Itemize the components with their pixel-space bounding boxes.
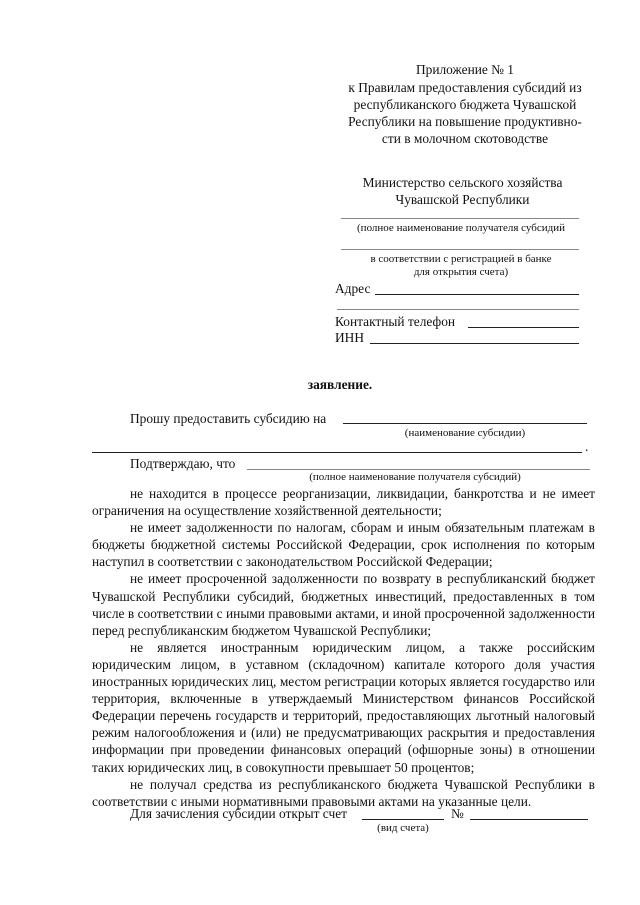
bank-caption (336, 253, 586, 279)
address-field-line-2[interactable] (337, 309, 579, 310)
phone-label: Контактный телефон (335, 314, 456, 329)
appendix-line-2: республиканского бюджета Чувашской (353, 97, 577, 112)
account-type-caption: (вид счета) (377, 822, 429, 834)
address-label: Адрес (335, 281, 371, 296)
phone-field-line[interactable] (468, 327, 579, 328)
appendix-title: Приложение № 1 (415, 62, 515, 77)
request-text: Прошу предоставить субсидию на (130, 411, 327, 426)
confirm-caption: (полное наименование получателя субсидий) (309, 471, 521, 483)
appendix-line-3: Республики на повышение продуктивно- (348, 114, 582, 129)
confirmation-paragraph: не является иностранным юридическим лицом, а также российским юридическим лицом, в уставном (складочном) капитале которого доля участия иностранных юридических лиц, местом регистрации которых является государство или территория, включенные в утверждаемый Министерством финансов Российской Федерации перечень государств и территорий, предоставляющих льготный налоговый режим налогообложения и (или) не предусматривающих раскрытия и предоставления информации при проведении финансовых операций (офшорные зоны) в отношении таких юридических лиц, в совокупности превышает 50 процентов; (92, 639, 595, 775)
addressee-line-1: Министерство сельского хозяйства (362, 175, 563, 190)
account-number-sign: № (451, 806, 464, 821)
addressee-block (335, 174, 590, 208)
recipient-caption: (полное наименование получателя субсидий (357, 222, 565, 234)
subsidy-name-line-2[interactable] (92, 452, 582, 453)
confirmation-paragraph: не имеет просроченной задолженности по возврату в республиканский бюджет Чувашской Республики субсидий, бюджетных инвестиций, предоставленных в том числе в соответствии с иными правовыми актами, и иной просроченной задолженности перед республиканским бюджетом Чувашской Республики; (92, 571, 595, 638)
confirmation-paragraph: не имеет задолженности по налогам, сборам и иным обязательным платежам в бюджеты бюджетной системы Российской Федерации, срок исполнения по которым наступил в соответствии с законодательством Российской Федерации; (92, 520, 595, 570)
account-text: Для зачисления субсидии открыт счет (130, 806, 348, 821)
bank-caption-line-2: для открытия счета) (413, 266, 509, 278)
account-type-line[interactable] (362, 819, 444, 820)
confirmations-list (92, 485, 595, 810)
appendix-block (330, 61, 600, 147)
inn-label: ИНН (335, 330, 365, 345)
appendix-line-1: к Правилам предоставления субсидий из (348, 80, 582, 95)
confirmation-paragraph: не находится в процессе реорганизации, ликвидации, банкротства и не имеет ограничения на осуществление хозяйственной деятельности; (92, 486, 595, 519)
recipient-name-line-2[interactable] (341, 249, 579, 250)
subsidy-name-line[interactable] (343, 423, 587, 424)
recipient-name-line[interactable] (341, 218, 579, 219)
bank-caption-line-1: в соответствии с регистрацией в банке (370, 253, 552, 265)
account-number-line[interactable] (470, 819, 588, 820)
addressee-line-2: Чувашской Республики (395, 192, 530, 207)
address-field-line[interactable] (375, 294, 579, 295)
document-heading: заявление. (307, 377, 373, 392)
request-end-mark: . (585, 439, 589, 454)
confirm-text: Подтверждаю, что (130, 456, 236, 471)
confirm-recipient-line[interactable] (247, 469, 590, 470)
confirmation-paragraph: не получал средства из республиканского бюджета Чувашской Республики в соответствии с иными нормативными правовыми актами на указанные цели. (92, 776, 595, 809)
subsidy-caption: (наименование субсидии) (404, 427, 526, 439)
inn-field-line[interactable] (370, 343, 579, 344)
appendix-line-4: сти в молочном скотоводстве (381, 131, 549, 146)
